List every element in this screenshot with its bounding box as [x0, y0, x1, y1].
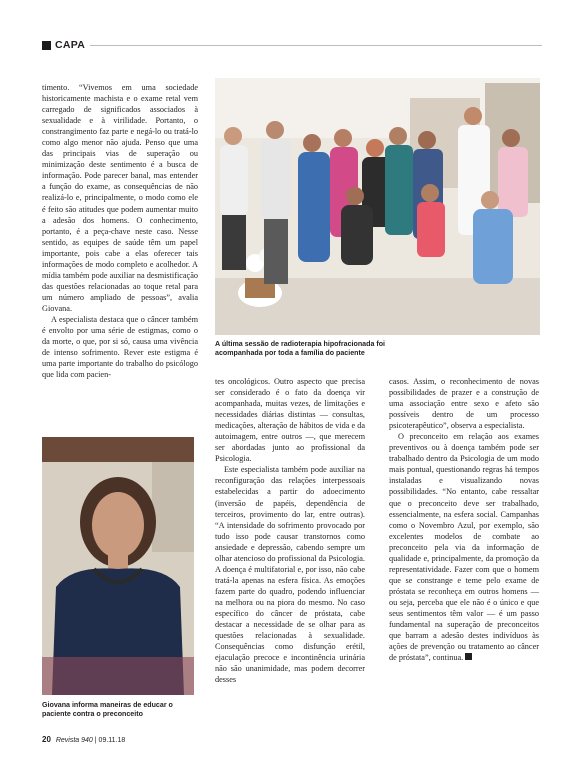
portrait-photo-illustration [42, 437, 194, 695]
paragraph: A especialista destaca que o câncer também é envolto por uma série de estigmas, como o da morte, o que, por si só, causa uma vivência de intenso sofrimento. Rever este estigma é uma parte importante do trabalho do psicólogo que lida com pacien- [42, 314, 198, 380]
paragraph: casos. Assim, o reconhecimento de novas possibilidades de prazer e a construção de uma associação entre sexo e afeto são possíveis dentro de um processo psicoterapêutico”, observa a especialista. [389, 377, 539, 431]
footer-separator: | [94, 737, 99, 744]
group-photo [215, 78, 540, 335]
group-photo-illustration [215, 78, 540, 335]
paragraph: Este especialista também pode auxiliar na reconfiguração das relações interpessoais estabelecidas a partir do adoecimento (inversão de papéis, dependência de terceiros, provimento do lar, entre outras). “A intensidade do sofrimento provocado por tudo isso pode causar transtornos como ansiedade e depressão, cabendo sempre um olhar atencioso do profissional da Psicologia. A doença é multifatorial e, por isso, não cabe tratá-la apenas na esfera física. As emoções fazem parte do quadro, podendo influenciar na melhora ou na piora do mesmo. No caso específico do câncer de próstata, cabe destacar a necessidade de se olhar para as questões relacionadas à sexualidade. Consequências como disfunção erétil, ejaculação precoce e incontinência urinária não são unanimidade, mas podem decorrer desses [215, 465, 365, 685]
publication-name: Revista 940 [55, 737, 93, 744]
page-footer [42, 735, 125, 744]
paragraph [389, 431, 539, 663]
header-rule [90, 45, 542, 46]
section-title: CAPA [55, 39, 86, 51]
issue-date: 09.11.18 [98, 737, 126, 744]
section-marker-icon [42, 41, 51, 50]
paragraph: timento. “Vivemos em uma sociedade historicamente machista e o exame retal vem carregado de significados associados à sexualidade e à virilidade. Portanto, o constrangimento faz parte e negá-lo ou tratá-lo como algo menor não ajuda. Penso que uma das principais vias de superação ou minimização deste sentimento é a busca de informação. Pode parecer banal, mas entender a função do exame, as consequências de não realizá-lo e, principalmente, o modo como ele é feito são atitudes que podem aumentar muito a adesão dos homens. O conhecimento, portanto, é a peça-chave neste caso. Nesse sentido, as equipes de saúde têm um papel importante, pois cabe a elas oferecer tais informações de modo completo e acolhedor. A mídia também pode auxiliar na desmistificação das questões relacionadas ao toque retal para um número ampliado de pessoas”, avalia Giovana. [42, 83, 199, 313]
end-of-article-icon [465, 653, 472, 660]
text-column-3 [389, 376, 539, 663]
group-photo-caption: A última sessão de radioterapia hipofracionada foi acompanhada por toda a família do paciente [215, 340, 386, 357]
page-number: 20 [42, 735, 51, 744]
paragraph-text: O preconceito em relação aos exames preventivos ou à doença também pode ser trabalhado dentro da Psicologia de um modo mais pontual, questionando regras há tempos instaladas e visualizando novas possibilidades. “No entanto, cabe ressaltar que o preconceito deve ser trabalhado, essencialmente, na esfera social. Campanhas como o Novembro Azul, por exemplo, são excelentes modelos de combate ao preconceito pela via da informação de qualidade e, principalmente, da promoção da representatividade. Fazer com que o homem que se constrange e teme pelo exame de próstata se reconheça em outros homens — ou seja, perceba que ele não é o único e que seus sentimentos têm valor — é um passo fundamental na superação de preconceitos que barram a adesão destes indivíduos às ações de prevenção ou tratamento ao câncer de próstata”, continua. [389, 432, 539, 663]
portrait-photo-caption: Giovana informa maneiras de educar o paciente contra o preconceito [42, 701, 173, 718]
paragraph: tes oncológicos. Outro aspecto que precisa ser considerado é o fato da doença vir acompanhada, muitas vezes, de limitações e necessidades diárias distintas — consultas, medicações, alteração de hábitos de vida e da autoimagem, entre outros —, que merecem ser abordadas junto ao profissional da Psicologia. [215, 377, 365, 464]
portrait-photo [42, 437, 194, 695]
text-column-2 [215, 376, 365, 685]
text-column-1 [42, 82, 198, 380]
section-header [42, 39, 542, 53]
